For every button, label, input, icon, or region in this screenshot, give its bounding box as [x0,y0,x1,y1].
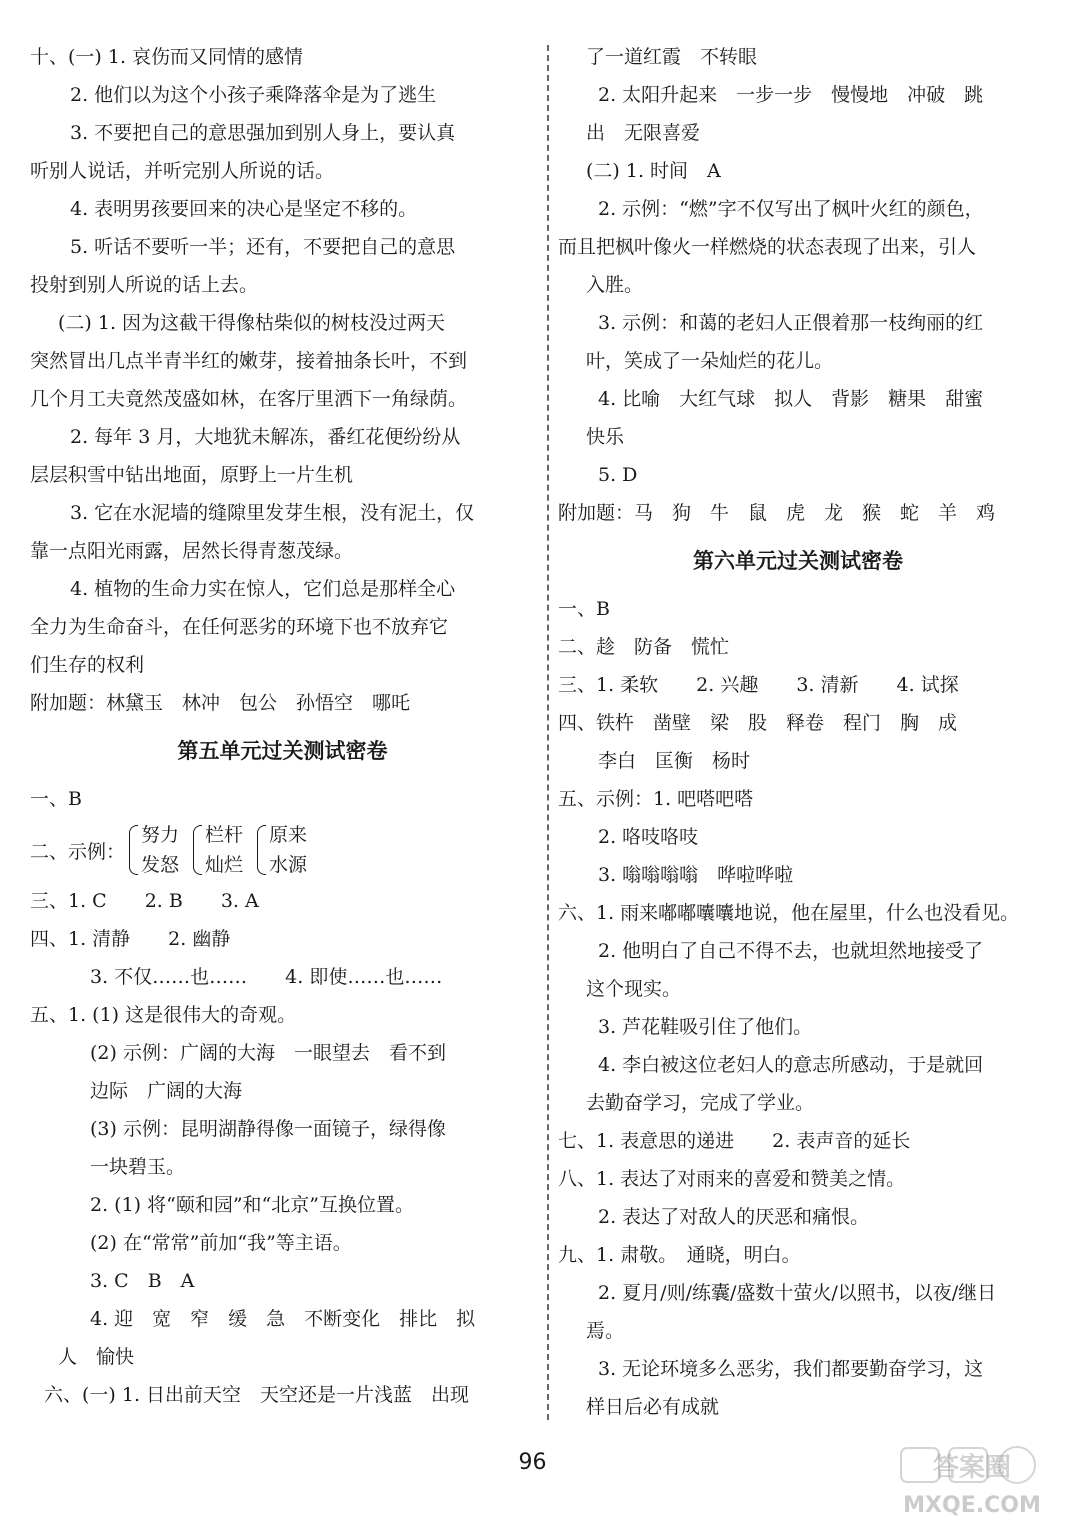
answer-line: 去勤奋学习，完成了学业。 [586,1092,815,1114]
answer-line: 四、铁杵 凿壁 梁 股 释卷 程门 胸 成 [558,712,958,734]
answer-line: 3. 嗡嗡嗡嗡 哗啦哗啦 [598,864,794,886]
answer-line: 了一道红霞 不转眼 [586,46,758,68]
answer-line: 一、B [30,788,82,810]
answer-line: 李白 匡衡 杨时 [598,750,751,772]
answer-line: 一、B [558,598,610,620]
answer-line: 4. 李白被这位老妇人的意志所感动，于是就回 [598,1054,984,1076]
answer-line: 叶，笑成了一朵灿烂的花儿。 [586,350,834,372]
answer-line: 5. D [598,464,638,486]
brace-group [125,820,179,880]
brace-word: 水源 [269,854,308,876]
answer-line: 全力为生命奋斗，在任何恶劣的环境下也不放弃它 [30,616,449,638]
answer-line: 附加题：林黛玉 林冲 包公 孙悟空 哪吒 [30,692,411,714]
brace-glyph [257,825,266,875]
answer-line: 人 愉快 [58,1346,135,1368]
answer-line: 三、1. C 2. B 3. A [30,890,259,912]
answer-line: 快乐 [586,426,625,448]
answer-line: 这个现实。 [586,978,682,1000]
brace-word: 原来 [269,824,308,846]
section-heading: 第六单元过关测试密卷 [693,548,903,573]
answer-line: 2. 夏月/则/练囊/盛数十萤火/以照书，以夜/继日 [598,1282,997,1304]
brace-glyph [129,825,138,875]
answer-line: 们生存的权利 [30,654,145,676]
brace-group [189,820,243,880]
answer-line: 靠一点阳光雨露，居然长得青葱茂绿。 [30,540,354,562]
answer-line: 九、1. 肃敬。 通晓，明白。 [558,1244,801,1266]
answer-line: 3. 不仅……也…… 4. 即使……也…… [90,966,443,988]
answer-line: (二) 1. 因为这截干得像枯柴似的树枝没过两天 [58,312,446,334]
right-column [558,38,1038,1426]
answer-line: 3. C B A [90,1270,195,1292]
answer-line: 一块碧玉。 [90,1156,186,1178]
brace-glyph [193,825,202,875]
answer-line: 边际 广阔的大海 [90,1080,243,1102]
brace-answer-row [30,818,535,882]
answer-line: 入胜。 [586,274,644,296]
answer-line: 三、1. 柔软 2. 兴趣 3. 清新 4. 试探 [558,674,959,696]
answer-line: 样日后必有成就 [586,1396,720,1418]
answer-line: 六、(一) 1. 日出前天空 天空还是一片浅蓝 出现 [44,1384,470,1406]
brace-word: 灿烂 [205,854,244,876]
answer-line: 听别人说话，并听完别人所说的话。 [30,160,335,182]
answer-line: 4. 比喻 大红气球 拟人 背影 糖果 甜蜜 [598,388,984,410]
answer-line: 投射到别人所说的话上去。 [30,274,259,296]
answer-line: (2) 示例：广阔的大海 一眼望去 看不到 [90,1042,446,1064]
answer-line: (2) 在“常常”前加“我”等主语。 [90,1232,352,1254]
section-heading: 第五单元过关测试密卷 [177,738,388,763]
watermark-bottom-text: MXQE.COM [903,1493,1041,1518]
answer-line: 4. 植物的生命力实在惊人，它们总是那样全心 [70,578,456,600]
watermark-logo [897,1444,1047,1522]
answer-line: 2. 他们以为这个小孩子乘降落伞是为了逃生 [70,84,437,106]
answer-line: 2. 他明白了自己不得不去，也就坦然地接受了 [598,940,984,962]
answer-line: 4. 迎 宽 窄 缓 急 不断变化 排比 拟 [90,1308,476,1330]
answer-line: 2. 太阳升起来 一步一步 慢慢地 冲破 跳 [598,84,984,106]
answer-line: 四、1. 清静 2. 幽静 [30,928,231,950]
answer-line: 几个月工夫竟然茂盛如林，在客厅里洒下一角绿荫。 [30,388,468,410]
answer-line: 二、趁 防备 慌忙 [558,636,730,658]
answer-line: 3. 它在水泥墙的缝隙里发芽生根，没有泥土，仅 [70,502,475,524]
answer-line: 5. 听话不要听一半；还有，不要把自己的意思 [70,236,456,258]
answer-line: 层层积雪中钻出地面，原野上一片生机 [30,464,354,486]
brace-word: 栏杆 [205,824,244,846]
answer-line: 2. 每年 3 月，大地犹未解冻，番红花便纷纷从 [70,426,461,448]
answer-line: 五、1. (1) 这是很伟大的奇观。 [30,1004,297,1026]
answer-line: 2. 咯吱咯吱 [598,826,699,848]
answer-line: 2. 示例：“燃”字不仅写出了枫叶火红的颜色， [598,198,984,220]
answer-line: 3. 示例：和蔼的老妇人正偎着那一枝绚丽的红 [598,312,984,334]
left-column [30,38,535,1414]
answer-line: 十、(一) 1. 哀伤而又同情的感情 [30,46,304,68]
answer-line: 2. 表达了对敌人的厌恶和痛恨。 [598,1206,870,1228]
answer-line: 2. (1) 将“颐和园”和“北京”互换位置。 [90,1194,414,1216]
answer-line: 焉。 [586,1320,625,1342]
watermark-top-text: 答案圈 [932,1453,1012,1483]
answer-line: 五、示例：1. 吧嗒吧嗒 [558,788,754,810]
answer-line: 六、1. 雨来嘟嘟囔囔地说，他在屋里，什么也没看见。 [558,902,1020,924]
answer-line: 七、1. 表意思的递进 2. 表声音的延长 [558,1130,911,1152]
answer-line: 4. 表明男孩要回来的决心是坚定不移的。 [70,198,418,220]
brace-group [253,820,307,880]
answer-line: (二) 1. 时间 A [586,160,721,182]
brace-word: 发怒 [141,854,180,876]
answer-line: 附加题：马 狗 牛 鼠 虎 龙 猴 蛇 羊 鸡 [558,502,996,524]
column-divider [547,45,549,1420]
answer-line: 3. 芦花鞋吸引住了他们。 [598,1016,813,1038]
answer-line: 3. 无论环境多么恶劣，我们都要勤奋学习，这 [598,1358,984,1380]
brace-label: 二、示例： [30,840,126,863]
page-number: 96 [518,1450,547,1475]
answer-line: 而且把枫叶像火一样燃烧的状态表现了出来，引人 [558,236,977,258]
answer-line: 八、1. 表达了对雨来的喜爱和赞美之情。 [558,1168,906,1190]
answer-line: 3. 不要把自己的意思强加到别人身上，要认真 [70,122,456,144]
answer-line: 突然冒出几点半青半红的嫩芽，接着抽条长叶，不到 [30,350,468,372]
answer-line: (3) 示例：昆明湖静得像一面镜子，绿得像 [90,1118,446,1140]
answer-line: 出 无限喜爱 [586,122,701,144]
brace-word: 努力 [141,824,180,846]
